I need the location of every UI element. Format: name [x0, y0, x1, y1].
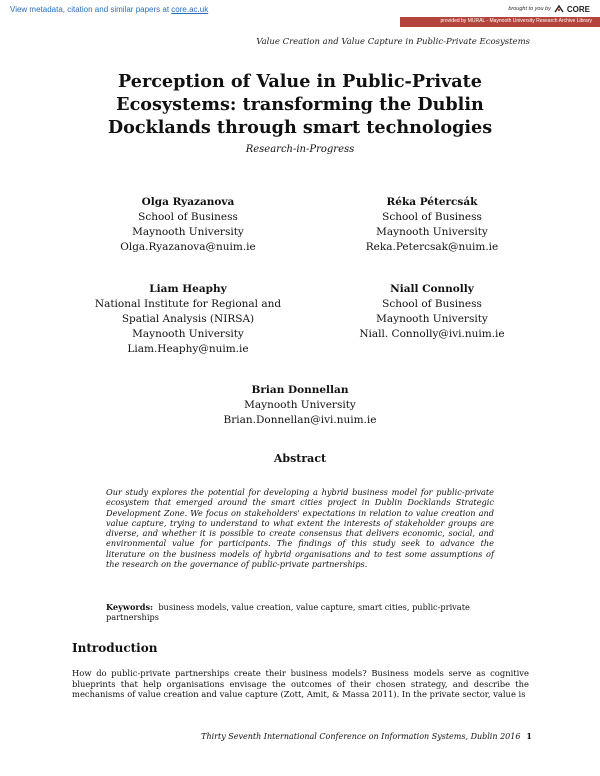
brought-to-you	[508, 4, 590, 14]
paper-title	[60, 70, 540, 139]
author-name: Réka Pétercsák	[386, 196, 478, 208]
author-affiliation: National Institute for Regional and	[94, 298, 282, 310]
author-email: Liam.Heaphy@nuim.ie	[127, 343, 249, 355]
author-block	[78, 282, 298, 357]
author-name: Olga Ryazanova	[141, 196, 235, 208]
core-url[interactable]: core.ac.uk	[171, 5, 209, 14]
core-logo-text[interactable]: CORE	[566, 4, 590, 14]
provided-by-strip	[400, 17, 600, 27]
title-line: Docklands through smart technologies	[107, 117, 493, 138]
abstract-body: Our study explores the potential for developing a hybrid business model for public-private ecosystem that emerged around the smart cities project in Dublin Docklands Strategic Development Zone. We focus on stakeholders' expectations in relation to value creation and value capture, trying to understand to what extent the interests of stakeholder groups are diverse, and whether it is possible to create consensus that delivers economic, social, and environmental value for participants. The findings of this study seek to advance the literature on the business models of hybrid organisations and to test some assumptions of the research on the governance of public-private partnerships.	[106, 487, 494, 570]
core-logo-icon	[554, 4, 564, 14]
core-metadata-link[interactable]: View metadata, citation and similar papers at core.ac.uk	[10, 5, 209, 14]
paper-subtitle: Research-in-Progress	[245, 144, 355, 155]
author-name: Liam Heaphy	[149, 283, 227, 295]
author-affiliation: Maynooth University	[132, 328, 244, 340]
author-email: Brian.Donnellan@ivi.nuim.ie	[223, 414, 377, 426]
author-affiliation: Spatial Analysis (NIRSA)	[121, 313, 255, 325]
keywords-label: Keywords:	[106, 602, 154, 612]
author-block	[322, 282, 542, 342]
author-block	[322, 195, 542, 255]
keywords	[106, 602, 494, 623]
author-affiliation: School of Business	[382, 298, 482, 310]
author-affiliation: School of Business	[382, 211, 482, 223]
author-affiliation: Maynooth University	[244, 399, 356, 411]
provided-by-text[interactable]: provided by MURAL - Maynooth University Research Archive Library	[440, 18, 592, 24]
author-email: Reka.Petercsak@nuim.ie	[365, 241, 499, 253]
abstract-heading: Abstract	[273, 452, 327, 465]
author-affiliation: School of Business	[138, 211, 238, 223]
author-block	[78, 195, 298, 255]
page-footer	[201, 731, 532, 741]
author-affiliation: Maynooth University	[376, 226, 488, 238]
running-head: Value Creation and Value Capture in Public-Private Ecosystems	[256, 37, 530, 47]
conference-name: Thirty Seventh International Conference on Information Systems, Dublin 2016	[201, 732, 521, 741]
page-number: 1	[526, 731, 532, 741]
brought-text: brought to you by	[508, 6, 551, 12]
author-affiliation: Maynooth University	[376, 313, 488, 325]
keywords-text: business models, value creation, value capture, smart cities, public-private partnerships	[106, 602, 470, 623]
title-line: Perception of Value in Public-Private	[118, 71, 482, 92]
author-name: Brian Donnellan	[251, 384, 349, 396]
introduction-paragraph: How do public-private partnerships create their business models? Business models serve as cognitive blueprints that help organisations envisage the outcomes of their chosen strategy, and describe the mechanisms of value creation and value capture (Zott, Amit, & Massa 2011). In the private sector, value is	[72, 668, 529, 700]
author-name: Niall Connolly	[390, 283, 474, 295]
author-email: Olga.Ryazanova@nuim.ie	[120, 241, 256, 253]
author-email: Niall. Connolly@ivi.nuim.ie	[359, 328, 505, 340]
title-line: Ecosystems: transforming the Dublin	[116, 94, 484, 115]
author-block	[190, 383, 410, 428]
author-affiliation: Maynooth University	[132, 226, 244, 238]
section-heading-introduction: Introduction	[72, 641, 158, 655]
